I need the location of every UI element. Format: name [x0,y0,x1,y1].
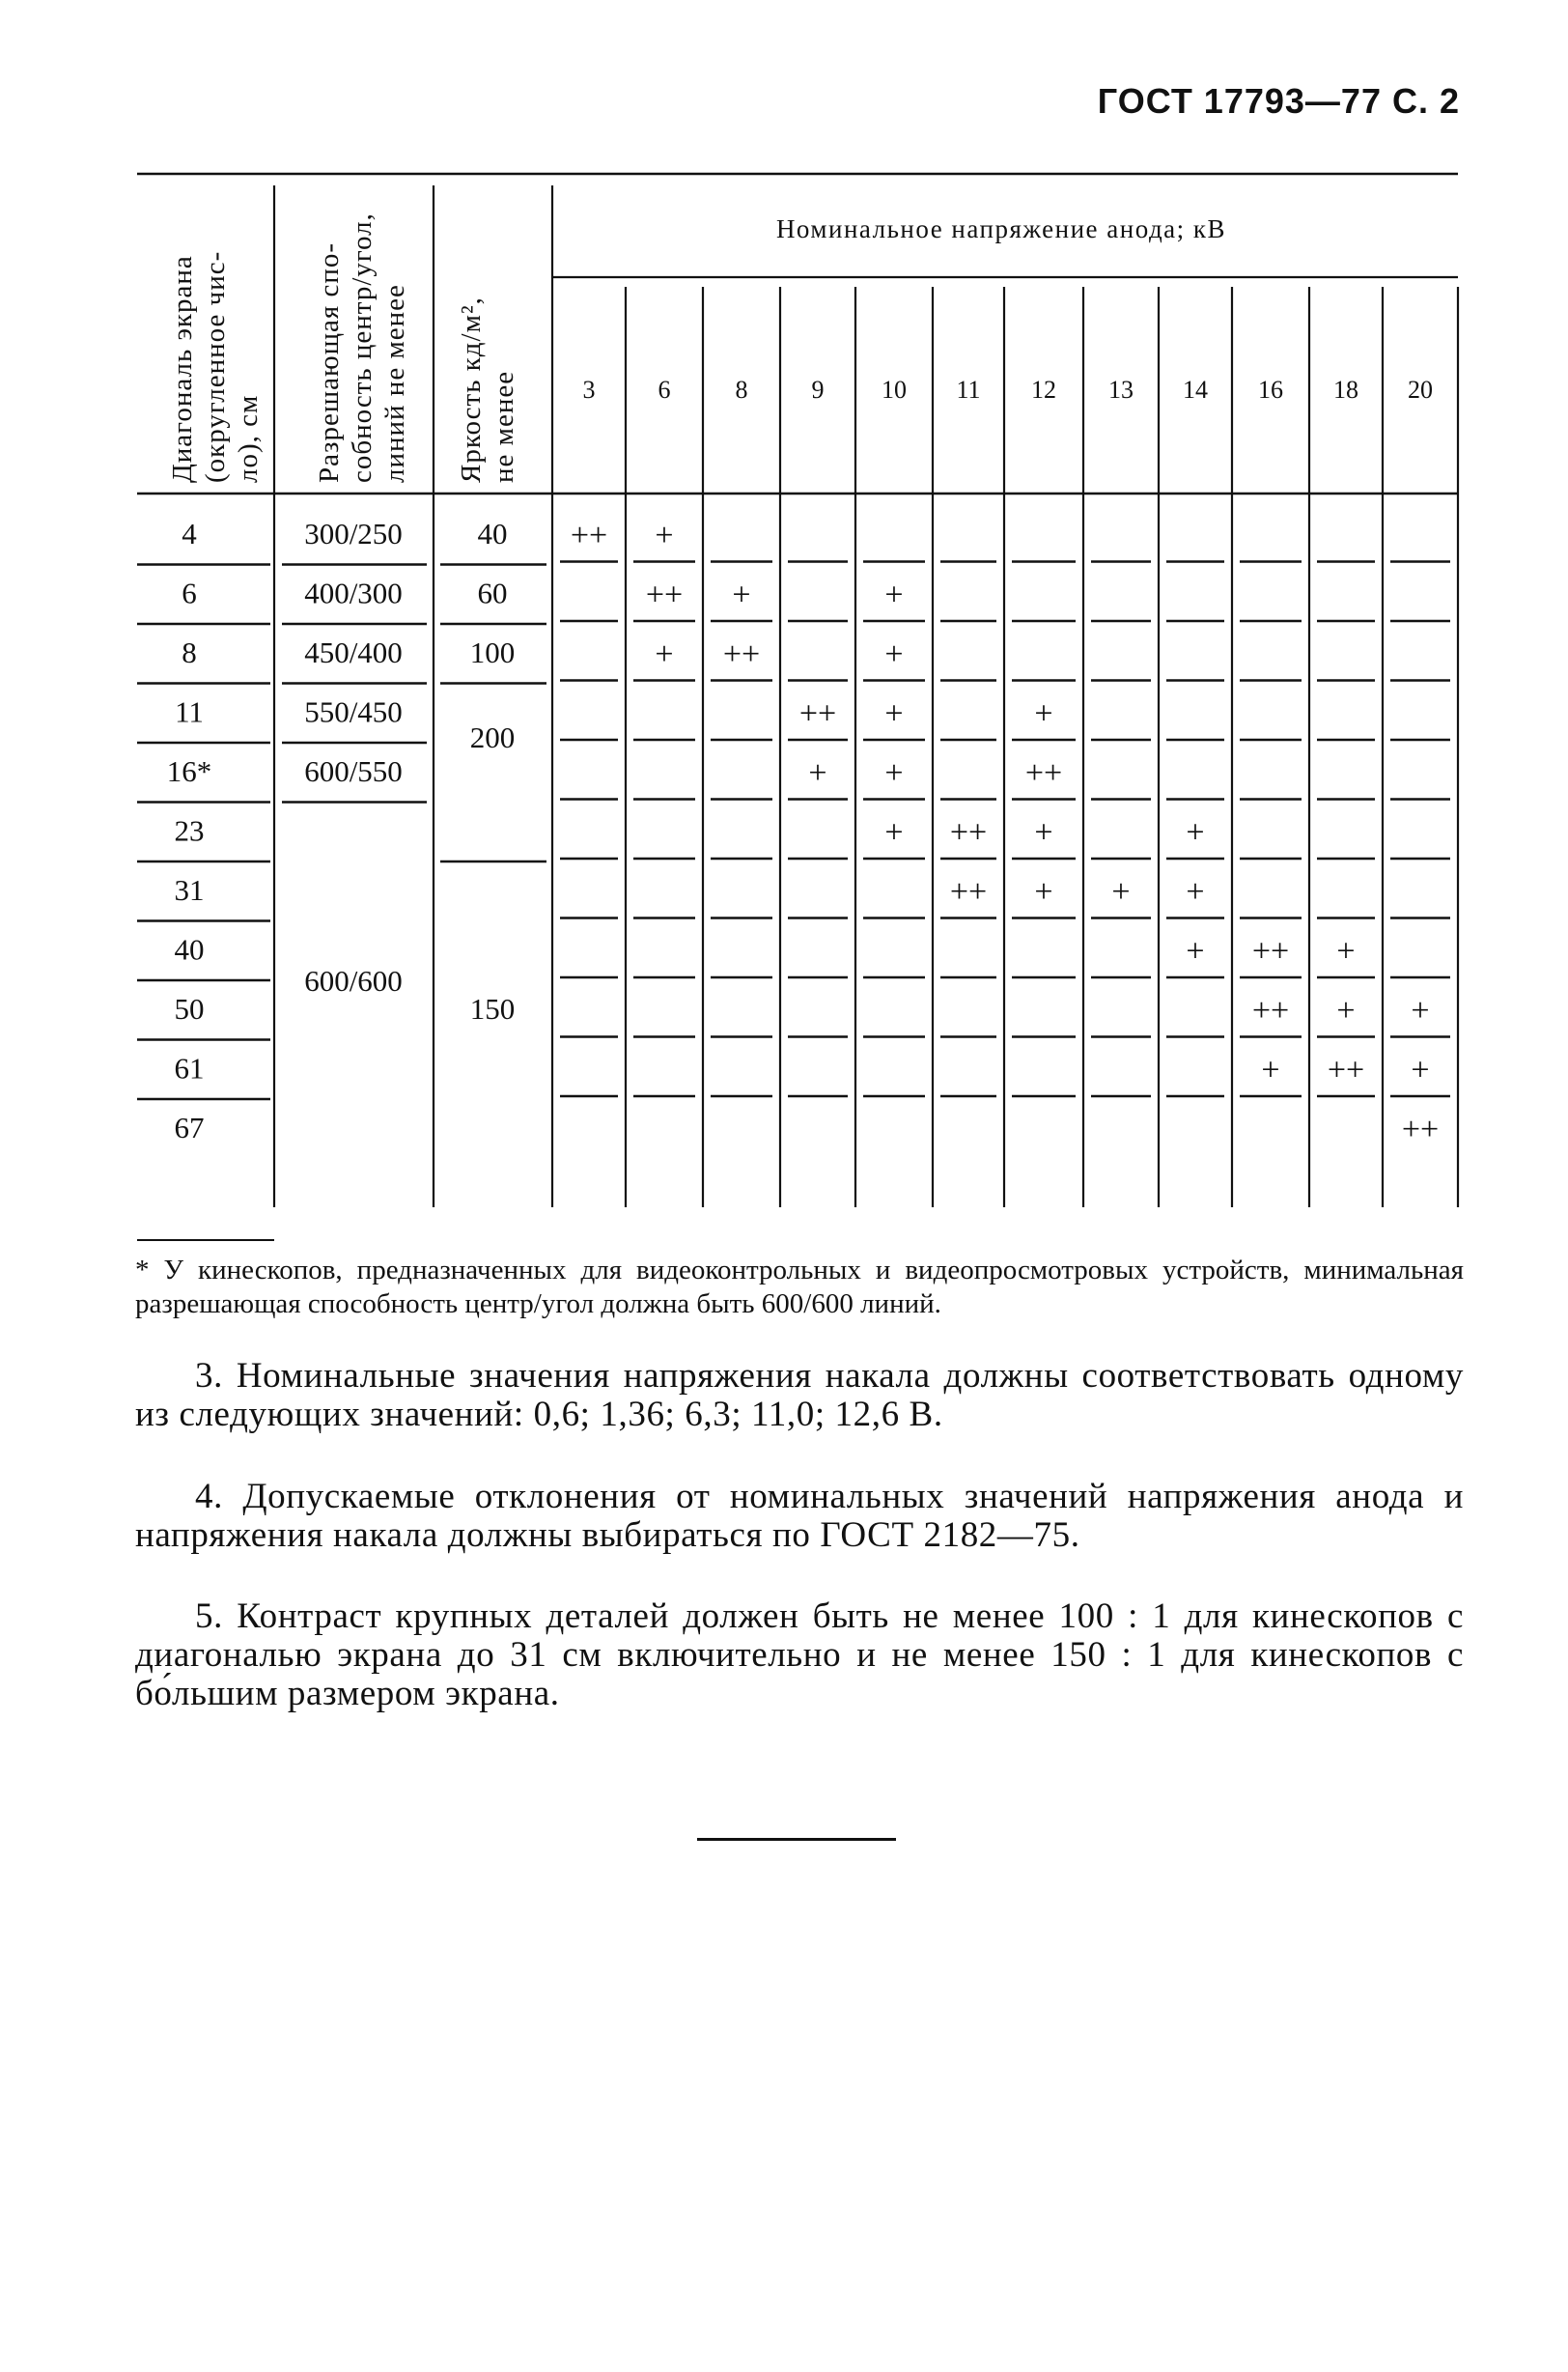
cell-mark: + [732,577,751,613]
cell-mark: ++ [1024,755,1063,791]
cell-mark: + [1336,933,1356,970]
cell-diagonal: 31 [174,873,205,907]
voltage-header-10: 10 [882,376,907,404]
cell-mark: + [884,636,904,672]
footnote: * У кинескопов, предназначенных для видеоконтрольных и видеопросмотровых устройств, минимальная разрешающая способность центр/угол должна быть 600/600 линий. [135,1255,1464,1319]
cell-mark: ++ [1401,1112,1440,1147]
cell-mark: + [1186,874,1205,910]
cell-brightness: 40 [477,517,508,551]
cell-brightness: 100 [469,635,516,669]
cell-mark: ++ [949,814,988,851]
cell-diagonal: 61 [174,1051,205,1086]
cell-diagonal: 40 [174,932,205,967]
paragraph-5-text: 5. Контраст крупных деталей должен быть не менее 100 : 1 для кинескопов с диагональю экрана до 31 см включительно и не менее 150 : 1 для кинескопов с бо́льшим размером экрана. [135,1596,1464,1713]
footnote-rule [137,1239,274,1241]
cell-resolution: 600/600 [304,964,403,998]
cell-brightness: 60 [477,576,508,610]
cell-mark: ++ [570,518,608,553]
cell-mark: + [808,755,827,791]
header-brightness: Яркость кд/м², не менее [456,296,519,483]
cell-brightness: 200 [469,720,516,754]
cell-diagonal: 50 [174,992,205,1026]
cell-diagonal: 4 [182,517,197,551]
row-cells [167,517,1439,1147]
cell-mark: + [1186,933,1205,970]
cell-mark: + [1034,695,1053,732]
cell-resolution: 400/300 [304,576,403,610]
cell-mark: ++ [1251,933,1290,970]
group-cells [282,517,546,1026]
cell-mark: ++ [949,874,988,910]
header-diagonal: Диагональ экрана (округленное чис- ло), см [167,250,264,483]
cell-mark: + [1034,874,1053,910]
cell-diagonal: 67 [174,1111,205,1144]
voltage-header-20: 20 [1408,376,1433,404]
paragraph-4 [135,1478,1464,1555]
cell-brightness: 150 [469,992,516,1026]
cell-mark: + [1336,993,1356,1029]
cell-mark: + [1034,814,1053,851]
voltage-header-3: 3 [582,376,596,404]
cell-mark: ++ [1251,993,1290,1029]
voltage-header-18: 18 [1333,376,1358,404]
cell-resolution: 550/450 [304,694,403,729]
header-voltage-group: Номинальное напряжение анода; кВ [775,214,1227,243]
cell-mark: + [655,518,674,553]
paragraph-4-text: 4. Допускаемые отклонения от номинальных значений напряжения анода и напряжения накала должны выбираться по ГОСТ 2182—75. [135,1477,1464,1555]
cell-mark: + [884,755,904,791]
cell-mark: ++ [645,577,684,613]
voltage-header-6: 6 [658,376,671,404]
page-header: ГОСТ 17793—77 С. 2 [1097,81,1460,121]
cell-resolution: 300/250 [304,517,403,551]
header-resolution: Разрешающая спо- собность центр/угол, линий не менее [314,212,410,483]
cell-mark: ++ [722,636,761,672]
paragraph-3-text: 3. Номинальные значения напряжения накала должны соответствовать одному из следующих значений: 0,6; 1,36; 6,3; 11,0; 12,6 В. [135,1356,1464,1434]
cell-resolution: 450/400 [304,635,403,669]
voltage-header-8: 8 [735,376,748,404]
cell-mark: + [655,636,674,672]
cell-mark: + [1411,1052,1430,1088]
cell-mark: ++ [1327,1052,1365,1088]
voltage-header-12: 12 [1031,376,1056,404]
end-rule [697,1838,896,1841]
cell-diagonal: 6 [182,576,197,610]
cell-mark: + [1186,814,1205,851]
cell-mark: + [884,577,904,613]
cell-diagonal: 16* [166,754,212,788]
paragraph-5 [135,1597,1464,1713]
voltage-header-14: 14 [1183,376,1208,404]
voltage-header-16: 16 [1258,376,1283,404]
cell-mark: + [1261,1052,1280,1088]
voltage-header-13: 13 [1108,376,1134,404]
cell-mark: + [1411,993,1430,1029]
cell-diagonal: 8 [182,635,197,669]
cell-diagonal: 23 [174,813,205,848]
cell-resolution: 600/550 [304,754,403,788]
cell-mark: + [884,695,904,732]
paragraph-3 [135,1357,1464,1434]
voltage-header-9: 9 [811,376,825,404]
cell-mark: + [884,814,904,851]
cell-mark: + [1111,874,1131,910]
cell-mark: ++ [798,695,837,732]
cell-diagonal: 11 [175,694,204,729]
voltage-header-11: 11 [956,376,981,404]
